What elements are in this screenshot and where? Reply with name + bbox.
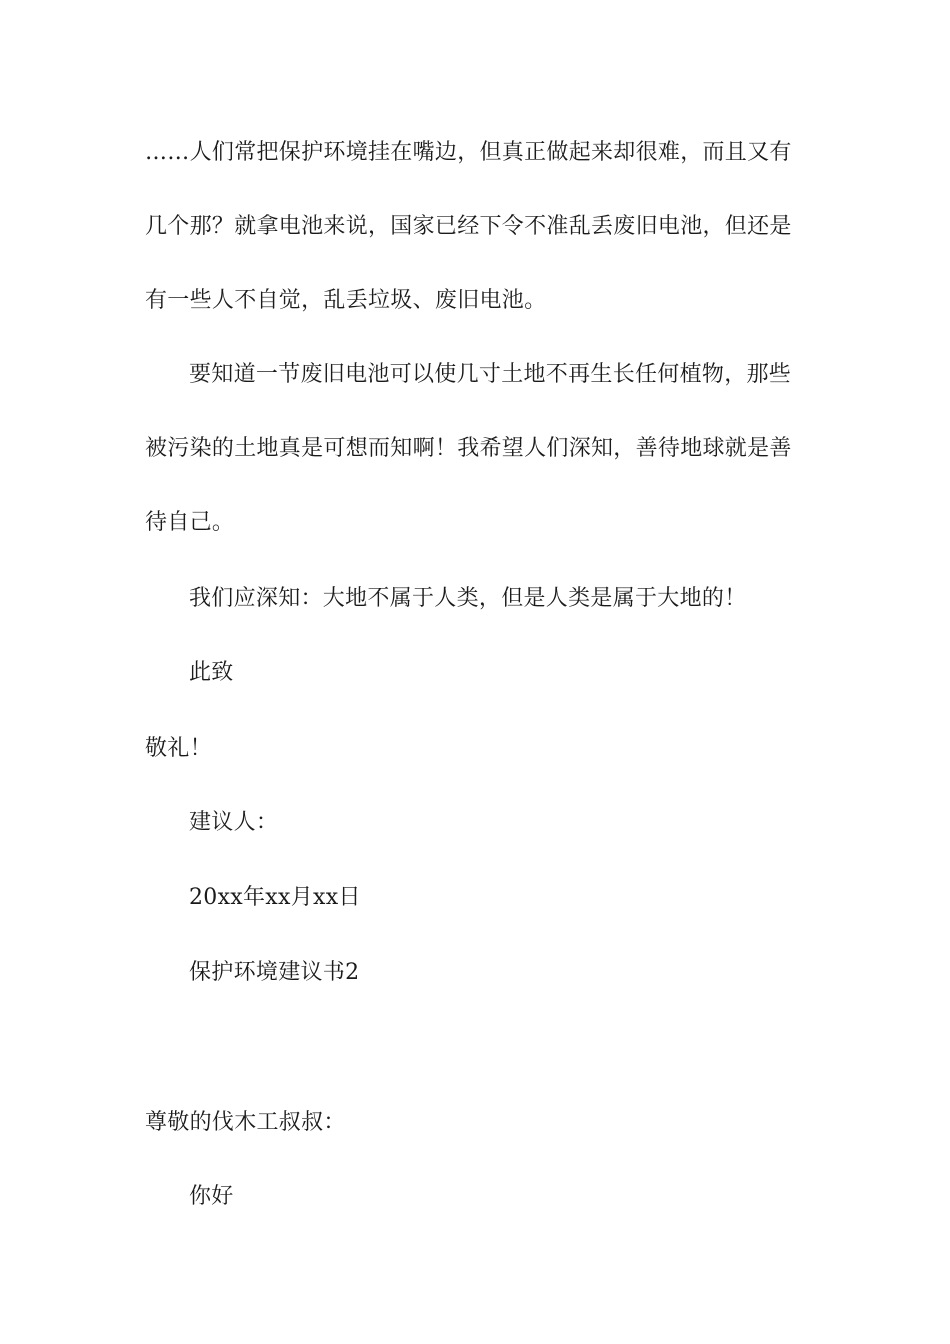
salutation: 尊敬的伐木工叔叔： (145, 1110, 346, 1135)
date-line: 20xx年xx月xx日 (189, 885, 361, 910)
paragraph-1-line-1: ……人们常把保护环境挂在嘴边，但真正做起来却很难，而且又有 (145, 140, 792, 165)
signature-label: 建议人： (189, 810, 279, 835)
paragraph-2-line-2: 被污染的土地真是可想而知啊！我希望人们深知，善待地球就是善 (145, 436, 792, 461)
paragraph-1-line-3: 有一些人不自觉，乱丢垃圾、废旧电池。 (145, 288, 547, 313)
paragraph-2-line-1: 要知道一节废旧电池可以使几寸土地不再生长任何植物，那些 (189, 362, 792, 387)
paragraph-1-line-2: 几个那？就拿电池来说，国家已经下令不准乱丢废旧电池，但还是 (145, 214, 792, 239)
closing-jing-li: 敬礼！ (145, 736, 212, 761)
paragraph-3: 我们应深知：大地不属于人类，但是人类是属于大地的！ (189, 586, 747, 611)
closing-ci-zhi: 此致 (189, 660, 234, 685)
greeting: 你好 (189, 1184, 234, 1209)
paragraph-2-line-3: 待自己。 (145, 510, 235, 535)
next-section-title: 保护环境建议书2 (189, 960, 360, 985)
